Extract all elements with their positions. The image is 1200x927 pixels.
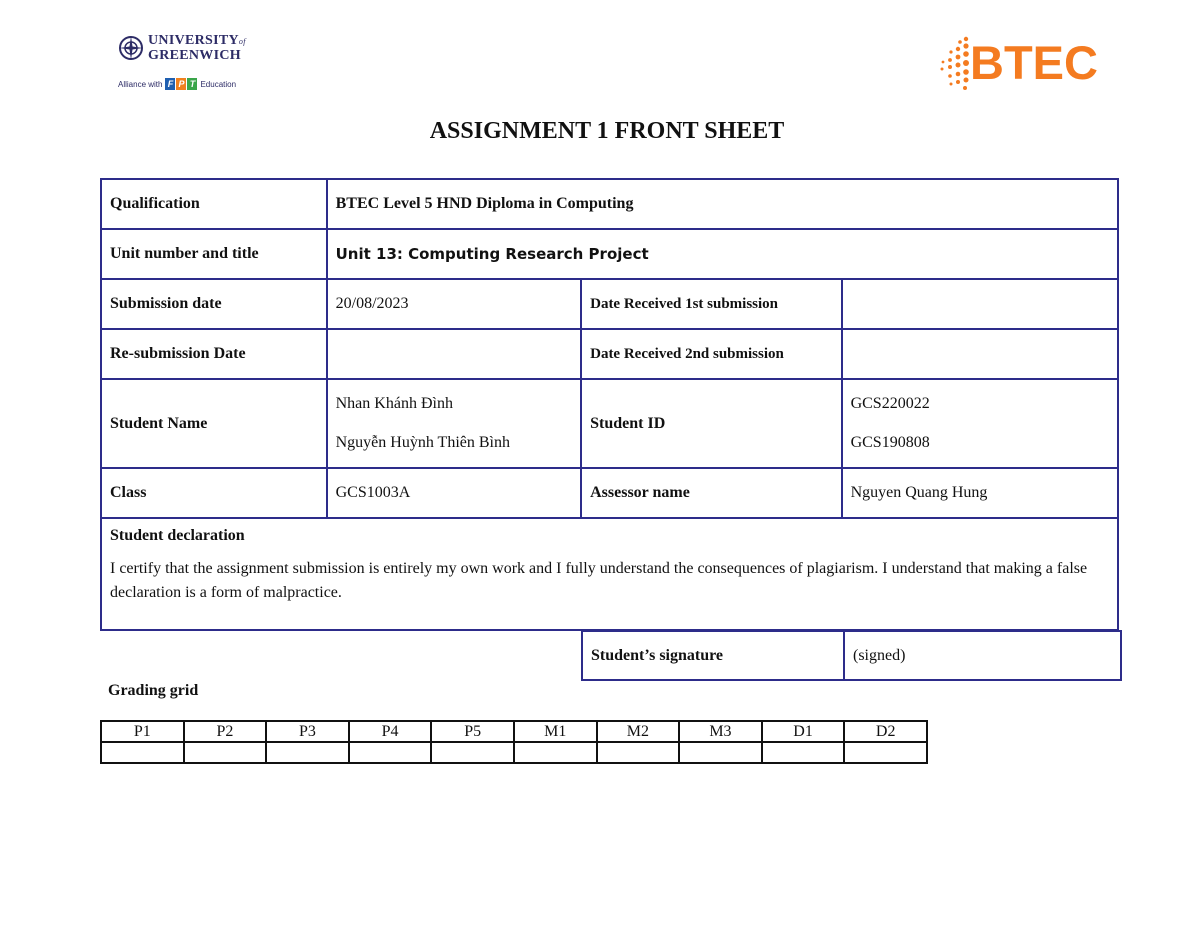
assessor-label: Assessor name <box>581 468 841 518</box>
btec-wordmark: BTEC <box>970 36 1098 89</box>
student-id-label: Student ID <box>581 379 841 468</box>
student-name-label: Student Name <box>101 379 327 468</box>
grade-cell <box>349 742 432 763</box>
grade-header-d1: D1 <box>762 721 845 742</box>
date-received-1-value <box>842 279 1118 329</box>
signature-value: (signed) <box>844 631 1121 680</box>
submission-date-label: Submission date <box>101 279 327 329</box>
grade-cell <box>514 742 597 763</box>
qualification-label: Qualification <box>101 179 327 229</box>
signature-table <box>581 630 1122 681</box>
grading-grid-title: Grading grid <box>108 682 199 699</box>
grade-header-p5: P5 <box>431 721 514 742</box>
grade-cell <box>266 742 349 763</box>
unit-label: Unit number and title <box>101 229 327 279</box>
class-label: Class <box>101 468 327 518</box>
grade-header-d2: D2 <box>844 721 927 742</box>
unit-value: Unit 13: Computing Research Project <box>327 229 1118 279</box>
row-resubmission <box>101 329 1118 379</box>
student-name-values <box>327 379 581 468</box>
university-name: UNIVERSITYof GREENWICH <box>148 33 246 63</box>
assessor-value: Nguyen Quang Hung <box>842 468 1118 518</box>
grade-header-p3: P3 <box>266 721 349 742</box>
row-unit <box>101 229 1118 279</box>
grade-cell <box>431 742 514 763</box>
grade-cell <box>597 742 680 763</box>
date-received-2-value <box>842 329 1118 379</box>
fpt-logo: F P T <box>165 78 197 90</box>
grade-header-p2: P2 <box>184 721 267 742</box>
student-id-2: GCS190808 <box>850 434 930 451</box>
btec-logo <box>936 33 1122 93</box>
submission-date-value: 20/08/2023 <box>327 279 581 329</box>
grading-value-row <box>101 742 927 763</box>
alliance-line: Alliance with F P T Education <box>118 79 237 89</box>
signature-label: Student’s signature <box>582 631 844 680</box>
page-title: ASSIGNMENT 1 FRONT SHEET <box>429 118 785 144</box>
student-name-1: Nhan Khánh Đình <box>335 395 453 412</box>
student-id-1: GCS220022 <box>850 395 930 412</box>
grade-cell <box>762 742 845 763</box>
grade-cell <box>679 742 762 763</box>
grade-cell <box>101 742 184 763</box>
student-name-2: Nguyễn Huỳnh Thiên Bình <box>335 434 510 451</box>
date-received-2-label: Date Received 2nd submission <box>581 329 841 379</box>
row-class <box>101 468 1118 518</box>
grade-cell <box>844 742 927 763</box>
grade-header-p1: P1 <box>101 721 184 742</box>
class-value: GCS1003A <box>327 468 581 518</box>
compass-crest-icon <box>118 35 144 61</box>
date-received-1-label: Date Received 1st submission <box>581 279 841 329</box>
grading-grid <box>100 720 928 764</box>
student-id-values <box>842 379 1118 468</box>
grade-header-m2: M2 <box>597 721 680 742</box>
university-greenwich-logo <box>115 32 255 94</box>
qualification-value: BTEC Level 5 HND Diploma in Computing <box>327 179 1118 229</box>
grading-header-row <box>101 721 927 742</box>
row-student <box>101 379 1118 468</box>
grade-header-m1: M1 <box>514 721 597 742</box>
grade-header-m3: M3 <box>679 721 762 742</box>
declaration-title: Student declaration <box>110 527 245 544</box>
resubmission-date-value <box>327 329 581 379</box>
declaration-cell <box>101 518 1118 630</box>
grade-cell <box>184 742 267 763</box>
grade-header-p4: P4 <box>349 721 432 742</box>
declaration-text: I certify that the assignment submission is entirely my own work and I fully understand the consequences of plagiarism. I understand that making a false declaration is a form of malpractice. <box>110 560 1088 601</box>
front-sheet-table <box>100 178 1119 631</box>
resubmission-date-label: Re-submission Date <box>101 329 327 379</box>
row-submission <box>101 279 1118 329</box>
row-qualification <box>101 179 1118 229</box>
row-declaration <box>101 518 1118 630</box>
